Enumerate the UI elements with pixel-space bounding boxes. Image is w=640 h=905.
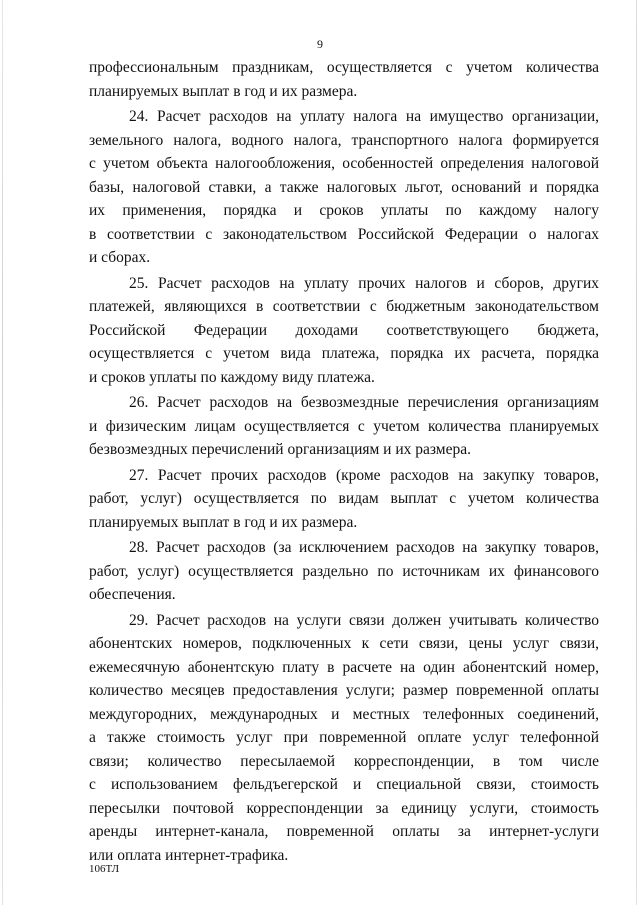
- text-line: 29. Расчет расходов на услуги связи должен учитывать количество: [129, 611, 599, 629]
- text-line: 26. Расчет расходов на безвозмездные перечисления организациям: [129, 394, 599, 411]
- text-line: аренды интернет-канала, повременной оплаты за интернет-услуги: [89, 823, 599, 840]
- text-line: платежей, являющихся в соответствии с бюджетным законодательством: [89, 298, 599, 315]
- document-body: [89, 56, 599, 867]
- text-line: абонентских номеров, подключенных к сети связи, цены услуг связи,: [89, 635, 599, 652]
- text-line: или оплата интернет-трафика.: [89, 846, 289, 864]
- text-line: обеспечения.: [89, 586, 176, 603]
- text-line: 24. Расчет расходов на уплату налога на имущество организации,: [129, 108, 599, 125]
- text-line: 25. Расчет расходов на уплату прочих налогов и сборов, других: [129, 274, 599, 292]
- footer-document-code: 106ТЛ: [89, 863, 120, 875]
- paragraph-29: [89, 609, 599, 868]
- paragraph-27: [89, 464, 599, 535]
- text-line: их применения, порядка и сроков уплаты по каждому налогу: [89, 202, 599, 219]
- text-line: Российской Федерации доходами соответствующего бюджета,: [89, 321, 599, 339]
- scan-edge-left: [2, 0, 3, 905]
- text-line: земельного налога, водного налога, транспортного налога формируется: [89, 131, 599, 149]
- paragraph-28: [89, 536, 599, 607]
- paragraph-24: [89, 105, 599, 270]
- text-line: планируемых выплат в год и их размера.: [89, 82, 358, 100]
- text-line: междугородних, международных и местных телефонных соединений,: [89, 705, 599, 723]
- text-line: осуществляется с учетом вида платежа, порядка их расчета, порядка: [89, 345, 599, 362]
- text-line: пересылки почтовой корреспонденции за единицу услуги, стоимость: [89, 799, 599, 817]
- text-line: в соответствии с законодательством Российской Федерации о налогах: [89, 225, 599, 243]
- text-line: планируемых выплат в год и их размера.: [89, 513, 358, 531]
- text-line: базы, налоговой ставки, а также налоговых льгот, оснований и порядка: [89, 178, 599, 196]
- text-line: а также стоимость услуг при повременной оплате услуг телефонной: [89, 729, 599, 746]
- paragraph-26: [89, 391, 599, 462]
- text-line: и физическим лицам осуществляется с учетом количества планируемых: [89, 417, 599, 435]
- scan-edge-right: [636, 0, 637, 905]
- text-line: ежемесячную абонентскую плату в расчете на один абонентский номер,: [89, 658, 599, 676]
- text-line: количество месяцев предоставления услуги; размер повременной оплаты: [89, 682, 599, 699]
- paragraph-25: [89, 272, 599, 390]
- text-line: 27. Расчет прочих расходов (кроме расходов на закупку товаров,: [129, 466, 599, 484]
- text-line: работ, услуг) осуществляется по видам выплат с учетом количества: [89, 490, 599, 507]
- text-line: и сроков уплаты по каждому виду платежа.: [89, 368, 375, 386]
- text-line: 28. Расчет расходов (за исключением расходов на закупку товаров,: [129, 539, 599, 556]
- text-line: работ, услуг) осуществляется раздельно по источникам их финансового: [89, 562, 599, 580]
- text-line: связи; количество пересылаемой корреспонденции, в том числе: [89, 752, 599, 770]
- text-line: профессиональным праздникам, осуществляется с учетом количества: [89, 59, 599, 76]
- text-line: с учетом объекта налогообложения, особенностей определения налоговой: [89, 155, 599, 172]
- text-line: с использованием фельдъегерской и специальной связи, стоимость: [89, 776, 599, 793]
- paragraph-continuation: [89, 56, 599, 103]
- page-number: 9: [317, 37, 323, 51]
- text-line: безвозмездных перечислений организациям и их размера.: [89, 441, 471, 458]
- text-line: и сборах.: [89, 249, 151, 266]
